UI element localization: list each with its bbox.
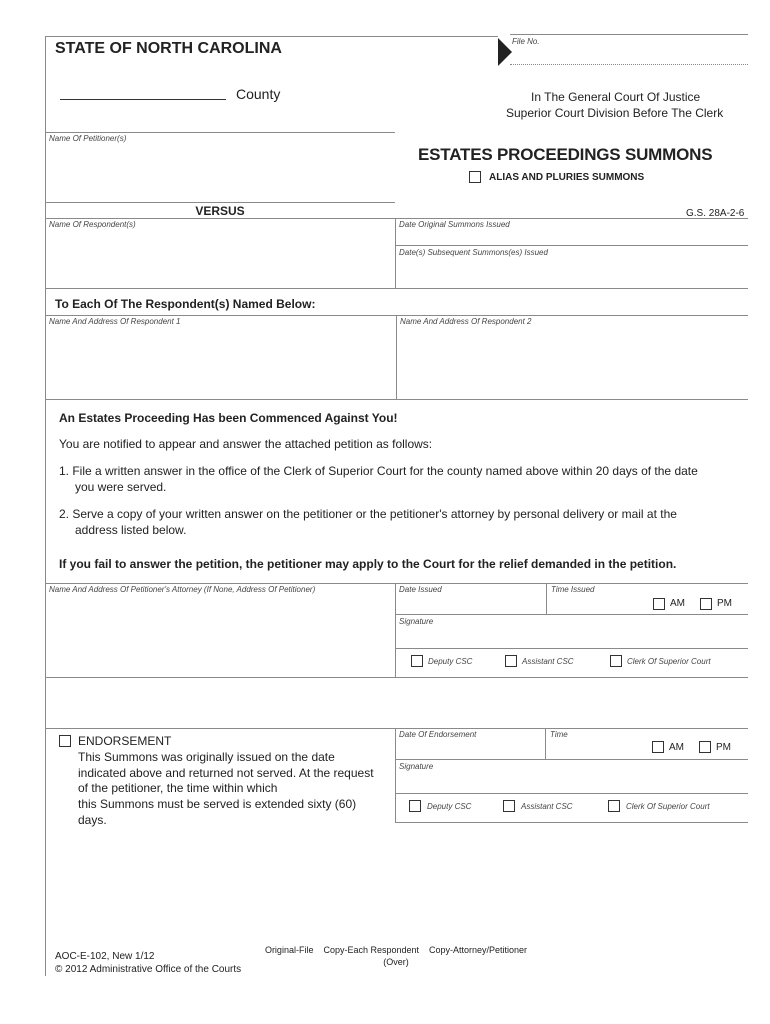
endorsement-signature-field[interactable] bbox=[396, 772, 747, 792]
endorsement-date-bottom-line bbox=[395, 759, 748, 760]
notice-item1-line1: 1. File a written answer in the office of the Clerk of Superior Court for the county named above within 20 days of the date bbox=[59, 464, 698, 478]
pm-checkbox[interactable] bbox=[700, 598, 712, 610]
attorney-label: Name And Address Of Petitioner's Attorney (If None, Address Of Petitioner) bbox=[49, 585, 316, 594]
endorsement-am-label: AM bbox=[669, 742, 684, 753]
endorsement-line5: days. bbox=[78, 813, 107, 827]
copyright: © 2012 Administrative Office of the Courts bbox=[55, 964, 242, 975]
date-issued-bottom-line bbox=[395, 614, 748, 615]
endorsement-time-divider bbox=[545, 728, 546, 759]
clerk-label: Clerk Of Superior Court bbox=[627, 657, 711, 666]
time-issued-divider bbox=[546, 583, 547, 614]
versus-label: VERSUS bbox=[195, 204, 245, 218]
alias-label: ALIAS AND PLURIES SUMMONS bbox=[489, 172, 645, 183]
am-label: AM bbox=[670, 598, 685, 609]
date-original-line bbox=[395, 245, 748, 246]
time-issued-label: Time Issued bbox=[551, 585, 595, 594]
endorsement-line3: of the petitioner, the time within which bbox=[78, 781, 278, 795]
date-subsequent-label: Date(s) Subsequent Summons(es) Issued bbox=[399, 248, 548, 257]
endorsement-clerk-label: Clerk Of Superior Court bbox=[626, 802, 710, 811]
assistant-csc-checkbox[interactable] bbox=[505, 655, 517, 667]
endorsement-signature-label: Signature bbox=[399, 762, 434, 771]
file-no-dotted-line bbox=[510, 64, 748, 65]
notice-item2-line1: 2. Serve a copy of your written answer on the petitioner or the petitioner's attorney by personal delivery or mail at the bbox=[59, 507, 677, 521]
issuance-top-line bbox=[45, 583, 748, 584]
am-checkbox[interactable] bbox=[653, 598, 665, 610]
pm-label: PM bbox=[717, 598, 732, 609]
endorsement-pm-checkbox[interactable] bbox=[699, 741, 711, 753]
endorsement-time-label: Time bbox=[550, 730, 568, 739]
notice-intro: You are notified to appear and answer the attached petition as follows: bbox=[59, 437, 433, 451]
file-no-top-line bbox=[510, 34, 748, 35]
signature-label: Signature bbox=[399, 617, 434, 626]
endorsement-line4: this Summons must be served is extended sixty (60) bbox=[78, 797, 357, 811]
clerk-checkbox[interactable] bbox=[610, 655, 622, 667]
form-title: ESTATES PROCEEDINGS SUMMONS bbox=[418, 145, 713, 164]
endorsement-line1: This Summons was originally issued on the date bbox=[78, 750, 335, 764]
date-original-field[interactable] bbox=[396, 230, 747, 244]
statute-ref: G.S. 28A-2-6 bbox=[686, 208, 745, 219]
distribution-note: Original-File Copy-Each Respondent Copy-Attorney/Petitioner bbox=[264, 945, 528, 955]
state-heading: STATE OF NORTH CAROLINA bbox=[55, 40, 282, 57]
notice-item1-line2: you were served. bbox=[75, 480, 167, 494]
date-issued-label: Date Issued bbox=[399, 585, 442, 594]
endorsement-top-line bbox=[45, 728, 748, 729]
parties-top-line bbox=[45, 132, 395, 133]
county-field[interactable] bbox=[60, 99, 226, 100]
respondents-heading: To Each Of The Respondent(s) Named Below: bbox=[55, 297, 316, 311]
versus-bottom-line bbox=[45, 218, 748, 219]
endorsement-assistant-label: Assistant CSC bbox=[521, 802, 573, 811]
notice-item2-line2: address listed below. bbox=[75, 523, 187, 537]
signature-bottom-line bbox=[395, 648, 748, 649]
respondent1-label: Name And Address Of Respondent 1 bbox=[49, 317, 181, 326]
endorsement-pm-label: PM bbox=[716, 742, 731, 753]
court-line-1: In The General Court Of Justice bbox=[531, 90, 701, 104]
respondents-top-line bbox=[45, 288, 748, 289]
attorney-field[interactable] bbox=[46, 597, 394, 677]
endorsement-bottom-line bbox=[395, 822, 748, 823]
date-issued-field[interactable] bbox=[396, 596, 545, 613]
notice-heading: An Estates Proceeding Has been Commenced Against You! bbox=[59, 411, 398, 425]
respondents-bottom-line bbox=[45, 399, 748, 400]
endorsement-date-label: Date Of Endorsement bbox=[399, 730, 477, 739]
assistant-csc-label: Assistant CSC bbox=[522, 657, 574, 666]
endorsement-signature-line bbox=[395, 793, 748, 794]
endorsement-assistant-checkbox[interactable] bbox=[503, 800, 515, 812]
alias-checkbox[interactable] bbox=[469, 171, 481, 183]
county-label: County bbox=[236, 86, 281, 102]
petitioner-label: Name Of Petitioner(s) bbox=[49, 134, 127, 143]
respondent2-field[interactable] bbox=[397, 328, 747, 398]
respondent2-label: Name And Address Of Respondent 2 bbox=[400, 317, 532, 326]
deputy-csc-label: Deputy CSC bbox=[428, 657, 473, 666]
versus-top-line bbox=[45, 202, 395, 203]
endorsement-label: ENDORSEMENT bbox=[78, 734, 172, 748]
endorsement-line2: indicated above and returned not served. At the request bbox=[78, 766, 374, 780]
endorsement-date-field[interactable] bbox=[396, 741, 544, 758]
endorsement-deputy-checkbox[interactable] bbox=[409, 800, 421, 812]
respondent-label: Name Of Respondent(s) bbox=[49, 220, 136, 229]
over-note: (Over) bbox=[383, 957, 409, 967]
respondent1-field[interactable] bbox=[46, 328, 394, 398]
date-original-label: Date Original Summons Issued bbox=[399, 220, 510, 229]
date-subsequent-field[interactable] bbox=[396, 258, 747, 286]
deputy-csc-checkbox[interactable] bbox=[411, 655, 423, 667]
endorsement-deputy-label: Deputy CSC bbox=[427, 802, 472, 811]
court-line-2: Superior Court Division Before The Clerk bbox=[506, 106, 724, 120]
issuance-bottom-line bbox=[45, 677, 748, 678]
endorsement-clerk-checkbox[interactable] bbox=[608, 800, 620, 812]
top-border bbox=[45, 36, 498, 37]
file-no-label: File No. bbox=[512, 37, 540, 46]
petitioner-field[interactable] bbox=[46, 145, 394, 201]
signature-field[interactable] bbox=[396, 627, 747, 647]
file-no-arrow-icon bbox=[498, 38, 512, 66]
endorsement-am-checkbox[interactable] bbox=[652, 741, 664, 753]
notice-warning: If you fail to answer the petition, the petitioner may apply to the Court for the relief demanded in the petition. bbox=[59, 557, 677, 571]
respondent-field[interactable] bbox=[46, 231, 394, 287]
form-id: AOC-E-102, New 1/12 bbox=[55, 951, 155, 962]
endorsement-checkbox[interactable] bbox=[59, 735, 71, 747]
